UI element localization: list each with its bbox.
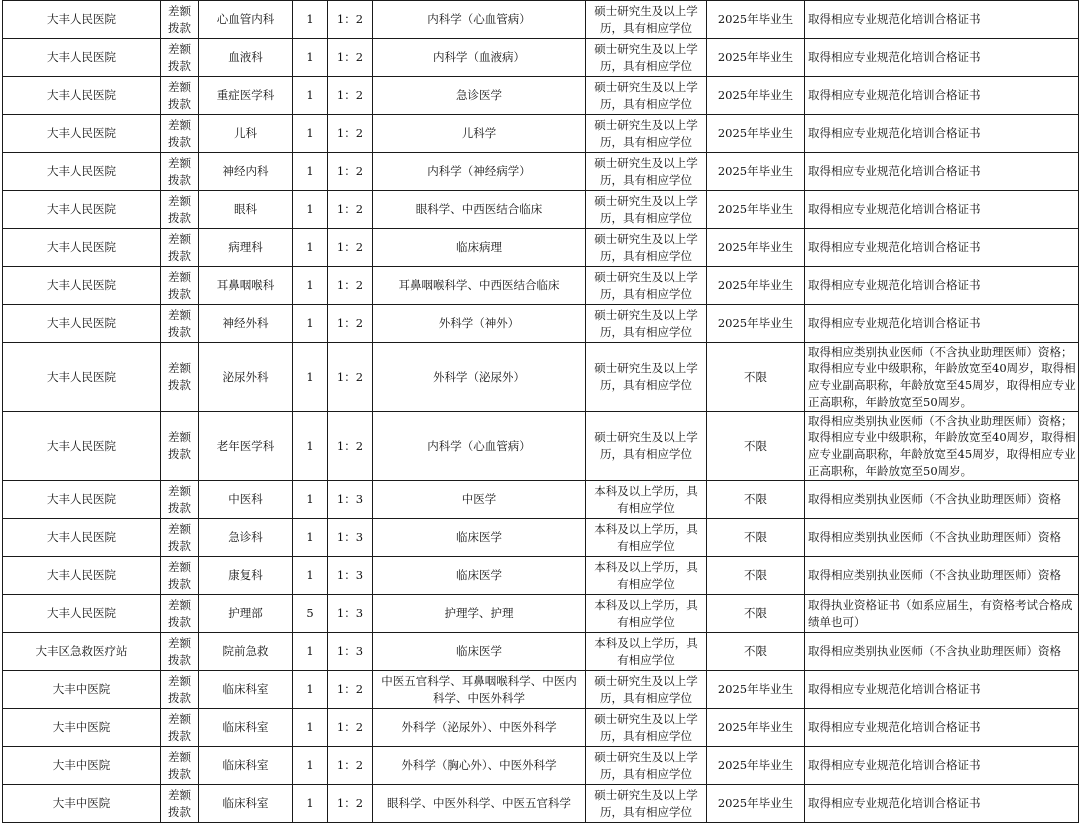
post-cell: 急诊科 — [199, 519, 293, 557]
table-body — [3, 1, 1079, 823]
graduate-cell: 2025年毕业生 — [707, 1, 805, 39]
funding-cell: 差额拨款 — [161, 77, 199, 115]
requirement-cell: 取得相应专业规范化培训合格证书 — [805, 671, 1079, 709]
count-cell: 1 — [293, 747, 328, 785]
funding-cell: 差额拨款 — [161, 267, 199, 305]
table-row — [3, 633, 1079, 671]
ratio-cell: 1：2 — [328, 229, 373, 267]
post-cell: 康复科 — [199, 557, 293, 595]
major-cell: 临床病理 — [373, 229, 586, 267]
education-cell: 硕士研究生及以上学历，具有相应学位 — [586, 267, 707, 305]
graduate-cell: 不限 — [707, 595, 805, 633]
education-cell: 硕士研究生及以上学历，具有相应学位 — [586, 77, 707, 115]
unit-cell: 大丰中医院 — [3, 747, 161, 785]
ratio-cell: 1：2 — [328, 785, 373, 823]
major-cell: 护理学、护理 — [373, 595, 586, 633]
graduate-cell: 2025年毕业生 — [707, 671, 805, 709]
ratio-cell: 1：3 — [328, 557, 373, 595]
major-cell: 外科学（泌尿外）、中医外科学 — [373, 709, 586, 747]
education-cell: 硕士研究生及以上学历，具有相应学位 — [586, 39, 707, 77]
unit-cell: 大丰中医院 — [3, 785, 161, 823]
post-cell: 泌尿外科 — [199, 343, 293, 412]
education-cell: 硕士研究生及以上学历，具有相应学位 — [586, 785, 707, 823]
major-cell: 外科学（胸心外）、中医外科学 — [373, 747, 586, 785]
count-cell: 1 — [293, 77, 328, 115]
table-row — [3, 267, 1079, 305]
table-row — [3, 412, 1079, 481]
ratio-cell: 1：2 — [328, 115, 373, 153]
funding-cell: 差额拨款 — [161, 671, 199, 709]
major-cell: 内科学（血液病） — [373, 39, 586, 77]
table-row — [3, 229, 1079, 267]
unit-cell: 大丰人民医院 — [3, 305, 161, 343]
education-cell: 本科及以上学历，具有相应学位 — [586, 481, 707, 519]
table-row — [3, 77, 1079, 115]
graduate-cell: 2025年毕业生 — [707, 785, 805, 823]
count-cell: 1 — [293, 191, 328, 229]
education-cell: 本科及以上学历，具有相应学位 — [586, 557, 707, 595]
major-cell: 中医学 — [373, 481, 586, 519]
education-cell: 硕士研究生及以上学历，具有相应学位 — [586, 343, 707, 412]
major-cell: 眼科学、中医外科学、中医五官科学 — [373, 785, 586, 823]
graduate-cell: 2025年毕业生 — [707, 39, 805, 77]
table-row — [3, 671, 1079, 709]
education-cell: 硕士研究生及以上学历，具有相应学位 — [586, 229, 707, 267]
count-cell: 1 — [293, 709, 328, 747]
requirement-cell: 取得相应类别执业医师（不含执业助理医师）资格 — [805, 519, 1079, 557]
funding-cell: 差额拨款 — [161, 709, 199, 747]
requirement-cell: 取得相应专业规范化培训合格证书 — [805, 153, 1079, 191]
requirement-cell: 取得相应专业规范化培训合格证书 — [805, 77, 1079, 115]
table-row — [3, 191, 1079, 229]
count-cell: 1 — [293, 267, 328, 305]
requirement-cell: 取得相应专业规范化培训合格证书 — [805, 115, 1079, 153]
graduate-cell: 不限 — [707, 633, 805, 671]
unit-cell: 大丰人民医院 — [3, 39, 161, 77]
major-cell: 临床医学 — [373, 557, 586, 595]
count-cell: 1 — [293, 153, 328, 191]
graduate-cell: 2025年毕业生 — [707, 77, 805, 115]
unit-cell: 大丰人民医院 — [3, 191, 161, 229]
requirement-cell: 取得相应专业规范化培训合格证书 — [805, 267, 1079, 305]
education-cell: 硕士研究生及以上学历，具有相应学位 — [586, 747, 707, 785]
requirement-cell: 取得相应专业规范化培训合格证书 — [805, 1, 1079, 39]
post-cell: 儿科 — [199, 115, 293, 153]
requirement-cell: 取得相应专业规范化培训合格证书 — [805, 785, 1079, 823]
education-cell: 硕士研究生及以上学历，具有相应学位 — [586, 115, 707, 153]
major-cell: 外科学（神外） — [373, 305, 586, 343]
post-cell: 临床科室 — [199, 671, 293, 709]
funding-cell: 差额拨款 — [161, 153, 199, 191]
post-cell: 临床科室 — [199, 747, 293, 785]
ratio-cell: 1：2 — [328, 1, 373, 39]
funding-cell: 差额拨款 — [161, 343, 199, 412]
funding-cell: 差额拨款 — [161, 747, 199, 785]
post-cell: 护理部 — [199, 595, 293, 633]
ratio-cell: 1：3 — [328, 519, 373, 557]
count-cell: 1 — [293, 305, 328, 343]
unit-cell: 大丰中医院 — [3, 709, 161, 747]
table-row — [3, 305, 1079, 343]
funding-cell: 差额拨款 — [161, 785, 199, 823]
ratio-cell: 1：2 — [328, 709, 373, 747]
major-cell: 内科学（心血管病） — [373, 412, 586, 481]
count-cell: 1 — [293, 481, 328, 519]
post-cell: 中医科 — [199, 481, 293, 519]
graduate-cell: 不限 — [707, 557, 805, 595]
ratio-cell: 1：2 — [328, 191, 373, 229]
graduate-cell: 不限 — [707, 412, 805, 481]
unit-cell: 大丰人民医院 — [3, 229, 161, 267]
unit-cell: 大丰人民医院 — [3, 557, 161, 595]
graduate-cell: 2025年毕业生 — [707, 305, 805, 343]
education-cell: 硕士研究生及以上学历，具有相应学位 — [586, 709, 707, 747]
unit-cell: 大丰人民医院 — [3, 343, 161, 412]
requirement-cell: 取得相应类别执业医师（不含执业助理医师）资格；取得相应专业中级职称，年龄放宽至40周岁，取得相应专业副高职称，年龄放宽至45周岁，取得相应专业正高职称，年龄放宽至50周岁。 — [805, 343, 1079, 412]
requirement-cell: 取得相应专业规范化培训合格证书 — [805, 229, 1079, 267]
funding-cell: 差额拨款 — [161, 305, 199, 343]
graduate-cell: 2025年毕业生 — [707, 153, 805, 191]
major-cell: 中医五官科学、耳鼻咽喉科学、中医内科学、中医外科学 — [373, 671, 586, 709]
requirement-cell: 取得相应专业规范化培训合格证书 — [805, 747, 1079, 785]
unit-cell: 大丰人民医院 — [3, 267, 161, 305]
unit-cell: 大丰人民医院 — [3, 595, 161, 633]
recruitment-table — [2, 0, 1079, 823]
count-cell: 1 — [293, 412, 328, 481]
ratio-cell: 1：3 — [328, 481, 373, 519]
requirement-cell: 取得相应类别执业医师（不含执业助理医师）资格；取得相应专业中级职称，年龄放宽至40周岁，取得相应专业副高职称，年龄放宽至45周岁，取得相应专业正高职称，年龄放宽至50周岁。 — [805, 412, 1079, 481]
unit-cell: 大丰人民医院 — [3, 153, 161, 191]
education-cell: 硕士研究生及以上学历，具有相应学位 — [586, 305, 707, 343]
graduate-cell: 2025年毕业生 — [707, 229, 805, 267]
funding-cell: 差额拨款 — [161, 557, 199, 595]
funding-cell: 差额拨款 — [161, 519, 199, 557]
post-cell: 临床科室 — [199, 709, 293, 747]
requirement-cell: 取得相应专业规范化培训合格证书 — [805, 709, 1079, 747]
education-cell: 本科及以上学历，具有相应学位 — [586, 633, 707, 671]
major-cell: 临床医学 — [373, 633, 586, 671]
funding-cell: 差额拨款 — [161, 39, 199, 77]
major-cell: 临床医学 — [373, 519, 586, 557]
table-row — [3, 39, 1079, 77]
graduate-cell: 2025年毕业生 — [707, 267, 805, 305]
table-row — [3, 519, 1079, 557]
count-cell: 5 — [293, 595, 328, 633]
funding-cell: 差额拨款 — [161, 1, 199, 39]
count-cell: 1 — [293, 671, 328, 709]
ratio-cell: 1：2 — [328, 267, 373, 305]
ratio-cell: 1：2 — [328, 343, 373, 412]
education-cell: 硕士研究生及以上学历，具有相应学位 — [586, 412, 707, 481]
table-row — [3, 557, 1079, 595]
funding-cell: 差额拨款 — [161, 115, 199, 153]
major-cell: 内科学（心血管病） — [373, 1, 586, 39]
unit-cell: 大丰人民医院 — [3, 412, 161, 481]
major-cell: 耳鼻咽喉科学、中西医结合临床 — [373, 267, 586, 305]
ratio-cell: 1：3 — [328, 595, 373, 633]
count-cell: 1 — [293, 343, 328, 412]
table-row — [3, 785, 1079, 823]
table-row — [3, 1, 1079, 39]
unit-cell: 大丰人民医院 — [3, 115, 161, 153]
post-cell: 血液科 — [199, 39, 293, 77]
post-cell: 老年医学科 — [199, 412, 293, 481]
education-cell: 本科及以上学历，具有相应学位 — [586, 519, 707, 557]
ratio-cell: 1：2 — [328, 153, 373, 191]
requirement-cell: 取得相应类别执业医师（不含执业助理医师）资格 — [805, 557, 1079, 595]
post-cell: 院前急救 — [199, 633, 293, 671]
post-cell: 耳鼻咽喉科 — [199, 267, 293, 305]
unit-cell: 大丰人民医院 — [3, 481, 161, 519]
requirement-cell: 取得相应专业规范化培训合格证书 — [805, 305, 1079, 343]
table-row — [3, 343, 1079, 412]
post-cell: 重症医学科 — [199, 77, 293, 115]
table-row — [3, 595, 1079, 633]
ratio-cell: 1：2 — [328, 412, 373, 481]
unit-cell: 大丰区急救医疗站 — [3, 633, 161, 671]
education-cell: 硕士研究生及以上学历，具有相应学位 — [586, 671, 707, 709]
ratio-cell: 1：2 — [328, 671, 373, 709]
education-cell: 硕士研究生及以上学历，具有相应学位 — [586, 153, 707, 191]
ratio-cell: 1：3 — [328, 633, 373, 671]
education-cell: 硕士研究生及以上学历，具有相应学位 — [586, 191, 707, 229]
requirement-cell: 取得相应类别执业医师（不含执业助理医师）资格 — [805, 481, 1079, 519]
major-cell: 外科学（泌尿外） — [373, 343, 586, 412]
ratio-cell: 1：2 — [328, 305, 373, 343]
count-cell: 1 — [293, 39, 328, 77]
post-cell: 神经外科 — [199, 305, 293, 343]
requirement-cell: 取得相应专业规范化培训合格证书 — [805, 39, 1079, 77]
education-cell: 本科及以上学历，具有相应学位 — [586, 595, 707, 633]
education-cell: 硕士研究生及以上学历，具有相应学位 — [586, 1, 707, 39]
table-row — [3, 153, 1079, 191]
funding-cell: 差额拨款 — [161, 481, 199, 519]
post-cell: 心血管内科 — [199, 1, 293, 39]
ratio-cell: 1：2 — [328, 39, 373, 77]
major-cell: 儿科学 — [373, 115, 586, 153]
ratio-cell: 1：2 — [328, 747, 373, 785]
graduate-cell: 2025年毕业生 — [707, 747, 805, 785]
graduate-cell: 2025年毕业生 — [707, 709, 805, 747]
graduate-cell: 不限 — [707, 481, 805, 519]
major-cell: 眼科学、中西医结合临床 — [373, 191, 586, 229]
funding-cell: 差额拨款 — [161, 412, 199, 481]
count-cell: 1 — [293, 519, 328, 557]
funding-cell: 差额拨款 — [161, 229, 199, 267]
count-cell: 1 — [293, 633, 328, 671]
graduate-cell: 不限 — [707, 343, 805, 412]
funding-cell: 差额拨款 — [161, 633, 199, 671]
post-cell: 临床科室 — [199, 785, 293, 823]
count-cell: 1 — [293, 785, 328, 823]
ratio-cell: 1：2 — [328, 77, 373, 115]
graduate-cell: 2025年毕业生 — [707, 191, 805, 229]
graduate-cell: 2025年毕业生 — [707, 115, 805, 153]
unit-cell: 大丰人民医院 — [3, 1, 161, 39]
count-cell: 1 — [293, 557, 328, 595]
table-row — [3, 115, 1079, 153]
table-row — [3, 481, 1079, 519]
unit-cell: 大丰人民医院 — [3, 77, 161, 115]
post-cell: 神经内科 — [199, 153, 293, 191]
requirement-cell: 取得相应类别执业医师（不含执业助理医师）资格 — [805, 633, 1079, 671]
graduate-cell: 不限 — [707, 519, 805, 557]
unit-cell: 大丰中医院 — [3, 671, 161, 709]
count-cell: 1 — [293, 229, 328, 267]
funding-cell: 差额拨款 — [161, 595, 199, 633]
table-row — [3, 747, 1079, 785]
table-row — [3, 709, 1079, 747]
major-cell: 内科学（神经病学） — [373, 153, 586, 191]
unit-cell: 大丰人民医院 — [3, 519, 161, 557]
post-cell: 眼科 — [199, 191, 293, 229]
major-cell: 急诊医学 — [373, 77, 586, 115]
requirement-cell: 取得执业资格证书（如系应届生，有资格考试合格成绩单也可） — [805, 595, 1079, 633]
count-cell: 1 — [293, 115, 328, 153]
requirement-cell: 取得相应专业规范化培训合格证书 — [805, 191, 1079, 229]
funding-cell: 差额拨款 — [161, 191, 199, 229]
post-cell: 病理科 — [199, 229, 293, 267]
count-cell: 1 — [293, 1, 328, 39]
